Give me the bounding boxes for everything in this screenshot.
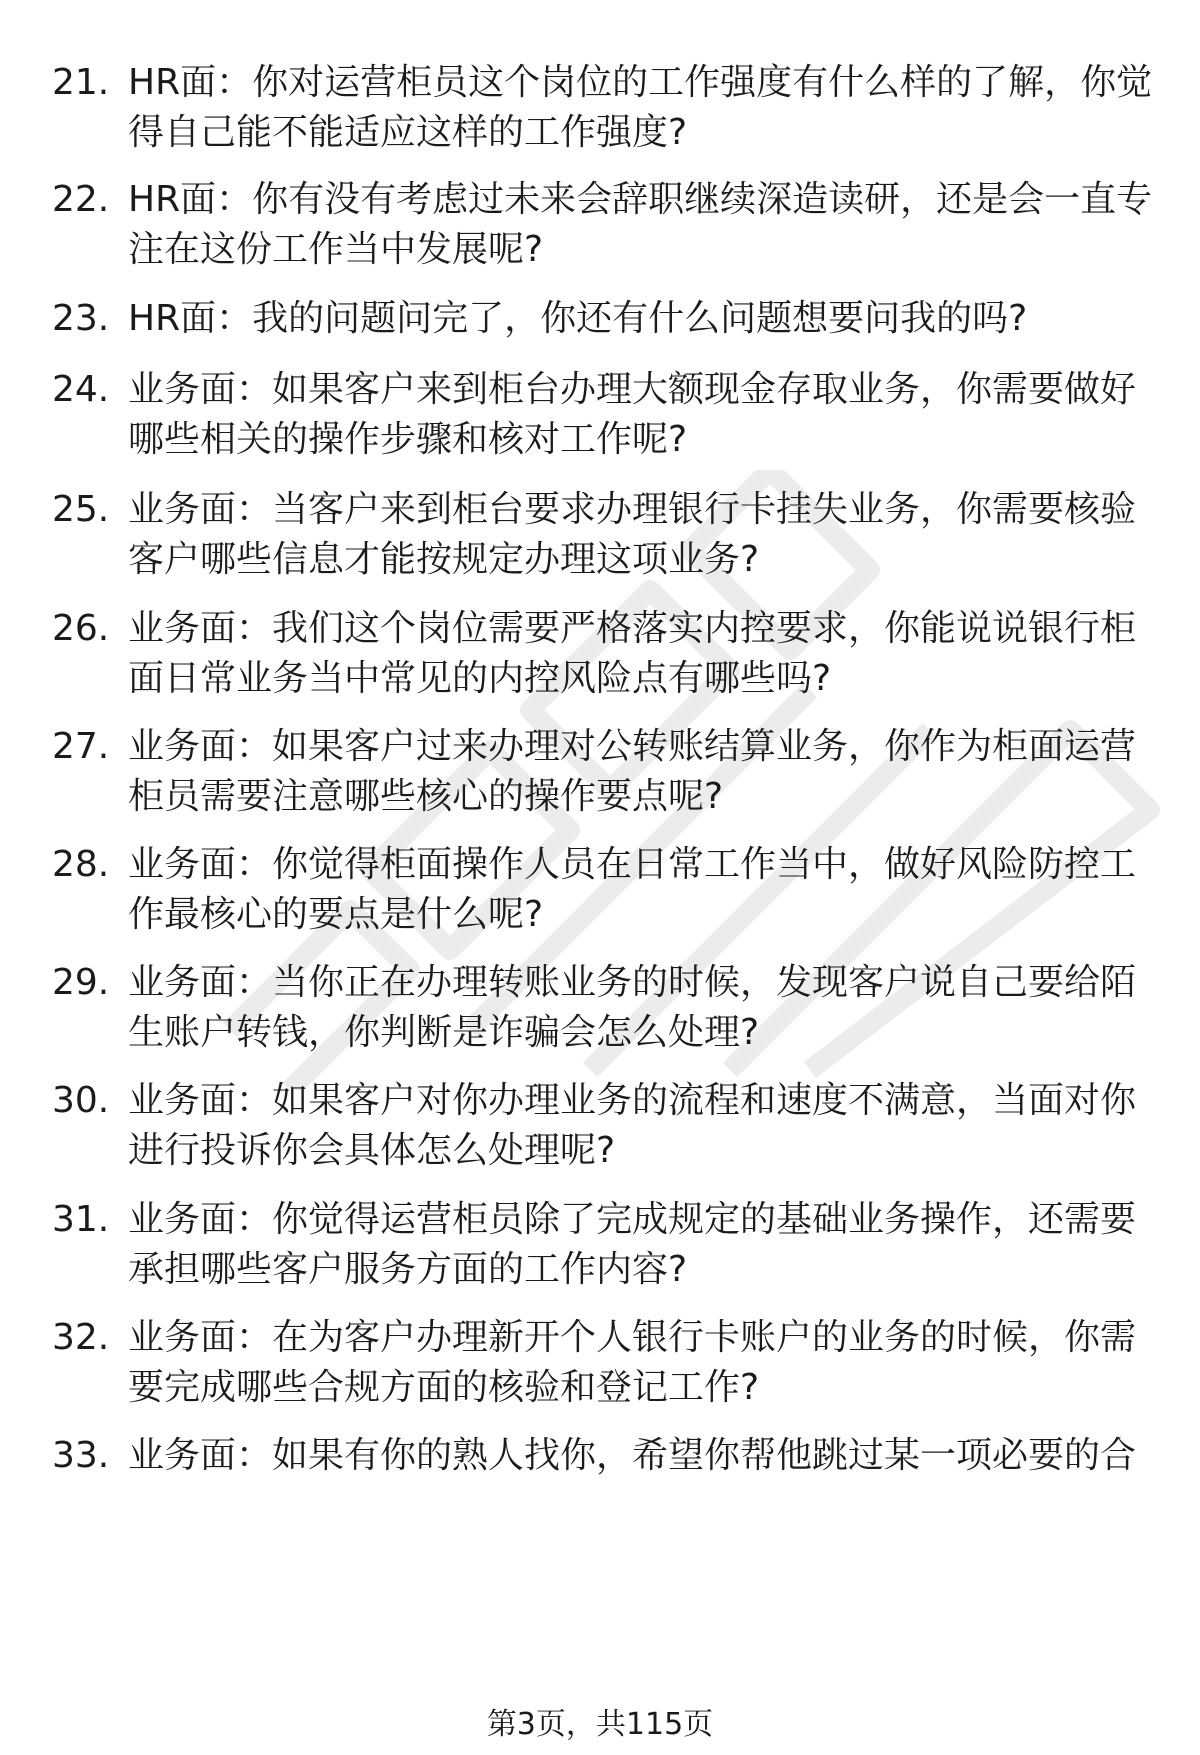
question-number: 23. bbox=[52, 298, 110, 339]
question-number: 30. bbox=[52, 1080, 110, 1121]
question-line: 业务面：如果有你的熟人找你，希望你帮他跳过某一项必要的合 bbox=[128, 1435, 1137, 1476]
question-line: 业务面：你觉得运营柜员除了完成规定的基础业务操作，还需要 bbox=[128, 1199, 1137, 1240]
question-text bbox=[128, 485, 1158, 585]
question-line: 作最核心的要点是什么呢? bbox=[128, 894, 544, 935]
question-number: 22. bbox=[52, 179, 110, 220]
question-text bbox=[128, 958, 1158, 1058]
question-line: 业务面：当客户来到柜台要求办理银行卡挂失业务，你需要核验 bbox=[128, 489, 1137, 530]
question-line: 业务面：我们这个岗位需要严格落实内控要求，你能说说银行柜 bbox=[128, 608, 1137, 649]
question-line: 面日常业务当中常见的内控风险点有哪些吗? bbox=[128, 658, 832, 699]
question-number: 21. bbox=[52, 62, 110, 103]
question-number: 27. bbox=[52, 726, 110, 767]
question-number: 32. bbox=[52, 1317, 110, 1358]
question-line: HR面：你有没有考虑过未来会辞职继续深造读研，还是会一直专 bbox=[128, 179, 1153, 220]
question-text bbox=[128, 175, 1158, 275]
question-number: 31. bbox=[52, 1199, 110, 1240]
question-text bbox=[128, 1076, 1158, 1176]
question-line: 业务面：当你正在办理转账业务的时候，发现客户说自己要给陌 bbox=[128, 962, 1137, 1003]
question-text bbox=[128, 294, 1158, 344]
question-number: 26. bbox=[52, 608, 110, 649]
question-line: 得自己能不能适应这样的工作强度? bbox=[128, 112, 688, 153]
question-number: 25. bbox=[52, 489, 110, 530]
question-text bbox=[128, 365, 1158, 465]
question-line: HR面：你对运营柜员这个岗位的工作强度有什么样的了解，你觉 bbox=[128, 62, 1153, 103]
question-text bbox=[128, 1195, 1158, 1295]
question-line: 注在这份工作当中发展呢? bbox=[128, 229, 544, 270]
question-line: 哪些相关的操作步骤和核对工作呢? bbox=[128, 419, 688, 460]
question-line: 柜员需要注意哪些核心的操作要点呢? bbox=[128, 776, 724, 817]
question-line: 承担哪些客户服务方面的工作内容? bbox=[128, 1249, 688, 1290]
question-line: 业务面：如果客户对你办理业务的流程和速度不满意，当面对你 bbox=[128, 1080, 1137, 1121]
question-number: 24. bbox=[52, 369, 110, 410]
question-line: 生账户转钱，你判断是诈骗会怎么处理? bbox=[128, 1012, 760, 1053]
question-text bbox=[128, 1431, 1158, 1481]
question-line: 业务面：如果客户来到柜台办理大额现金存取业务，你需要做好 bbox=[128, 369, 1137, 410]
question-text bbox=[128, 604, 1158, 704]
question-number: 33. bbox=[52, 1435, 110, 1476]
question-line: 业务面：你觉得柜面操作人员在日常工作当中，做好风险防控工 bbox=[128, 844, 1137, 885]
question-text bbox=[128, 1313, 1158, 1413]
question-line: 业务面：如果客户过来办理对公转账结算业务，你作为柜面运营 bbox=[128, 726, 1137, 767]
question-line: 客户哪些信息才能按规定办理这项业务? bbox=[128, 539, 760, 580]
question-line: 要完成哪些合规方面的核验和登记工作? bbox=[128, 1367, 760, 1408]
question-number: 29. bbox=[52, 962, 110, 1003]
question-text bbox=[128, 840, 1158, 940]
question-text bbox=[128, 58, 1158, 158]
question-text bbox=[128, 722, 1158, 822]
question-line: HR面：我的问题问完了，你还有什么问题想要问我的吗? bbox=[128, 298, 1028, 339]
question-number: 28. bbox=[52, 844, 110, 885]
page-footer: 第3页，共115页 bbox=[486, 1707, 714, 1742]
question-line: 进行投诉你会具体怎么处理呢? bbox=[128, 1130, 616, 1171]
question-line: 业务面：在为客户办理新开个人银行卡账户的业务的时候，你需 bbox=[128, 1317, 1137, 1358]
